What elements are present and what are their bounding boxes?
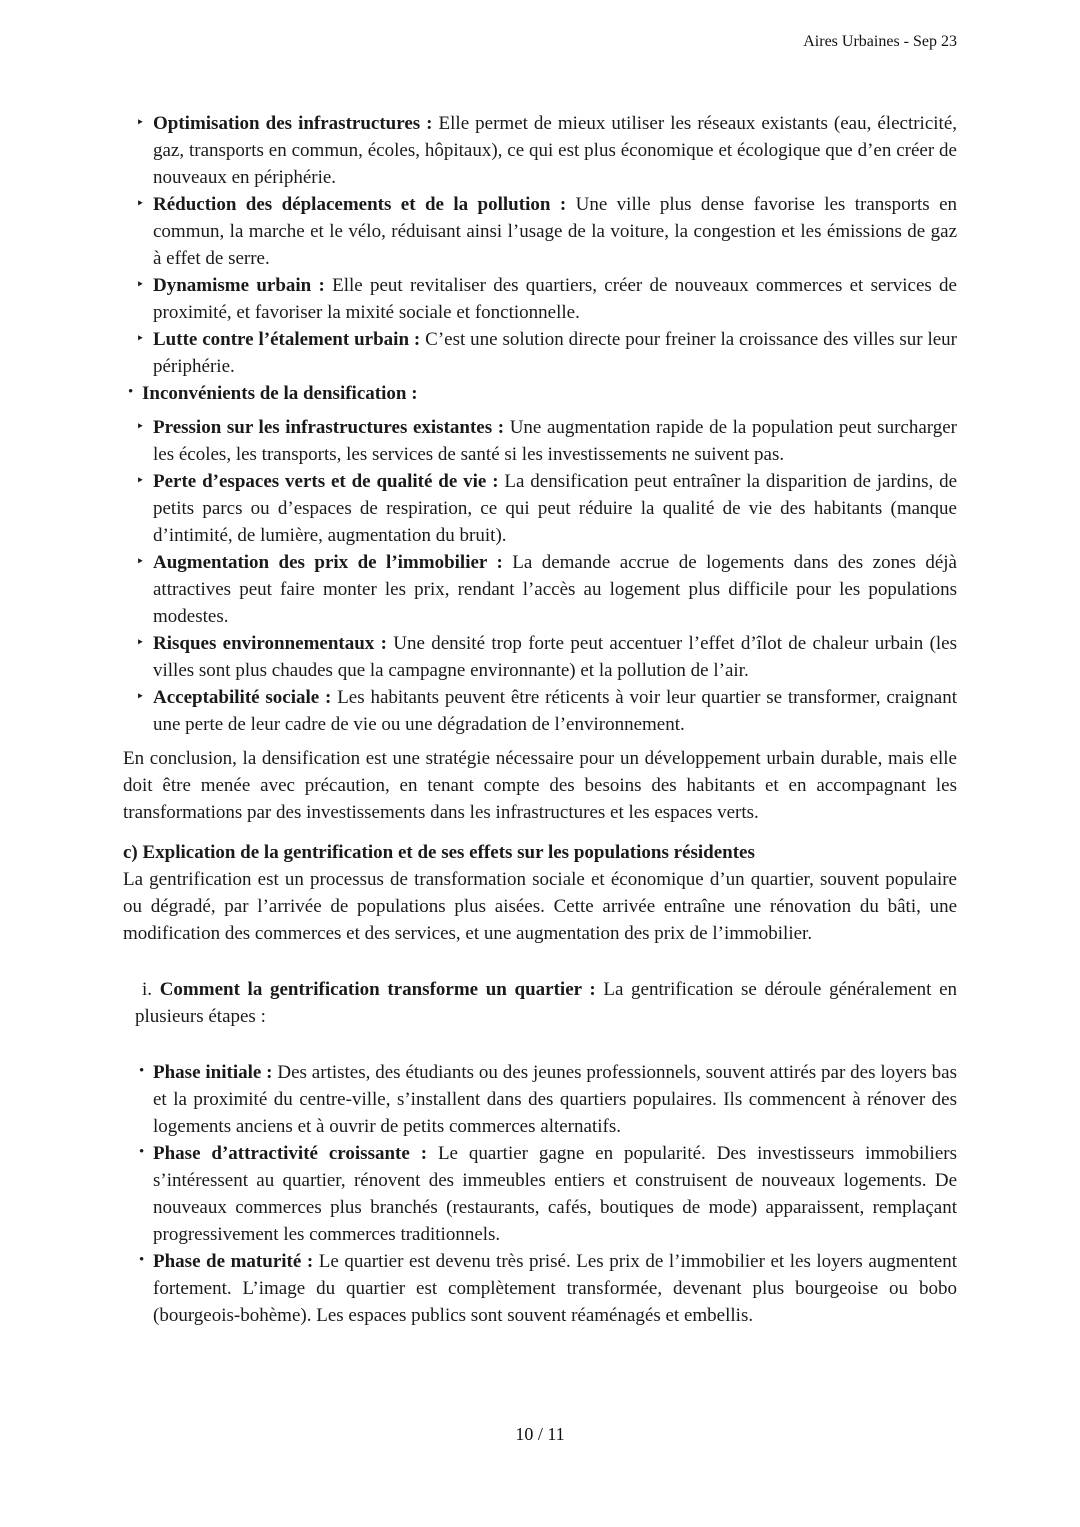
triangle-bullet-icon: ‣ <box>136 116 145 131</box>
bullet-text: Elle permet de mieux utiliser les réseaux existants (eau, électricité, gaz, transports en commun, écoles, hôpitaux), ce qui est plus économique et écologique que d’en créer de nouveaux en périphérie. <box>153 113 957 188</box>
subsection-i-prefix: i. <box>142 979 153 1000</box>
triangle-bullet-icon: ‣ <box>136 197 145 212</box>
triangle-bullet-icon: ‣ <box>136 636 145 651</box>
triangle-bullet-icon: ‣ <box>136 278 145 293</box>
subsection-i <box>135 976 957 1030</box>
bullet-lead: Acceptabilité sociale : <box>153 687 332 708</box>
bullet-lead: Augmentation des prix de l’immobilier : <box>153 552 503 573</box>
section-bullet-heading: Inconvénients de la densification : <box>142 383 418 404</box>
bullet-lead: Lutte contre l’étalement urbain : <box>153 329 421 350</box>
list-item-phase-initiale <box>123 1059 957 1140</box>
bullet-lead: Risques environnementaux : <box>153 633 387 654</box>
bullet-text: Des artistes, des étudiants ou des jeunes professionnels, souvent attirés par des loyers bas et la proximité du centre-ville, s’installent dans des quartiers populaires. Ils commencent à rénover des logements anciens et à ouvrir de petits commerces alternatifs. <box>153 1062 957 1137</box>
bullet-lead: Phase initiale : <box>153 1062 273 1083</box>
bullet-text: Le quartier est devenu très prisé. Les prix de l’immobilier et les loyers augmentent fortement. L’image du quartier est complètement transformée, devenant plus bourgeoise ou bobo (bourgeois-bohème). Les espaces publics sont souvent réaménagés et embellis. <box>153 1251 958 1326</box>
list-item-phase-attractivite <box>123 1140 957 1248</box>
round-bullet-icon: • <box>139 1144 145 1160</box>
list-item-inconvenients-heading <box>123 380 957 407</box>
list-item-augmentation-prix <box>123 549 957 630</box>
page-number: 10 / 11 <box>515 1424 565 1444</box>
bullet-text: Le quartier gagne en popularité. Des investisseurs immobiliers s’intéressent au quartier, rénovent des immeubles entiers et construisent de nouveaux logements. De nouveaux commerces plus branchés (restaurants, cafés, boutiques de mode) apparaissent, remplaçant progressivement les commerces traditionnels. <box>153 1143 957 1245</box>
round-bullet-icon: • <box>139 1252 145 1268</box>
triangle-bullet-icon: ‣ <box>136 690 145 705</box>
list-item-phase-maturite <box>123 1248 957 1329</box>
bullet-lead: Perte d’espaces verts et de qualité de vie : <box>153 471 499 492</box>
bullet-lead: Phase de maturité : <box>153 1251 314 1272</box>
list-item-perte-espaces-verts <box>123 468 957 549</box>
subsection-i-text: La gentrification se déroule généralement en plusieurs étapes : <box>135 979 958 1027</box>
list-item-pression-infrastructures <box>123 414 957 468</box>
gentrification-intro-paragraph: La gentrification est un processus de transformation sociale et économique d’un quartier, souvent populaire ou dégradé, par l’arrivée de populations plus aisées. Cette arrivée entraîne une rénovation du bâti, une modification des commerces et des services, et une augmentation des prix de l’immobilier. <box>123 869 957 944</box>
bullet-text: Une augmentation rapide de la population peut surcharger les écoles, les transports, les services de santé si les investissements ne suivent pas. <box>153 417 958 465</box>
bullet-text: C’est une solution directe pour freiner la croissance des villes sur leur périphérie. <box>153 329 958 377</box>
bullet-lead: Phase d’attractivité croissante : <box>153 1143 428 1164</box>
conclusion-paragraph: En conclusion, la densification est une stratégie nécessaire pour un développement urbain durable, mais elle doit être menée avec précaution, en tenant compte des besoins des habitants et en accompagnant les transformations par des investissements dans les infrastructures et les espaces verts. <box>123 748 957 823</box>
section-c-heading: c) Explication de la gentrification et de ses effets sur les populations résidentes <box>123 842 755 863</box>
header-title: Aires Urbaines - Sep 23 <box>803 33 957 50</box>
triangle-bullet-icon: ‣ <box>136 332 145 347</box>
triangle-bullet-icon: ‣ <box>136 474 145 489</box>
bullet-text: Une ville plus dense favorise les transports en commun, la marche et le vélo, réduisant ainsi l’usage de la voiture, la congestion et les émissions de gaz à effet de serre. <box>153 194 958 269</box>
bullet-lead: Réduction des déplacements et de la pollution : <box>153 194 567 215</box>
bullet-text: Elle peut revitaliser des quartiers, créer de nouveaux commerces et services de proximité, et favoriser la mixité sociale et fonctionnelle. <box>153 275 957 323</box>
list-item-dynamisme-urbain <box>123 272 957 326</box>
list-item-acceptabilite-sociale <box>123 684 957 738</box>
bullet-lead: Optimisation des infrastructures : <box>153 113 433 134</box>
round-bullet-icon: • <box>139 1063 145 1079</box>
triangle-bullet-icon: ‣ <box>136 555 145 570</box>
document-content <box>123 110 957 1329</box>
page-header <box>123 33 957 51</box>
bullet-lead: Pression sur les infrastructures existantes : <box>153 417 505 438</box>
bullet-text: Les habitants peuvent être réticents à voir leur quartier se transformer, craignant une perte de leur cadre de vie ou une dégradation de l’environnement. <box>153 687 958 735</box>
round-bullet-icon: • <box>128 384 134 400</box>
triangle-bullet-icon: ‣ <box>136 420 145 435</box>
list-item-risques-environnementaux <box>123 630 957 684</box>
list-item-optimisation <box>123 110 957 191</box>
page-footer <box>0 1424 1080 1445</box>
list-item-lutte-etalement <box>123 326 957 380</box>
bullet-lead: Dynamisme urbain : <box>153 275 325 296</box>
bullet-text: La demande accrue de logements dans des zones déjà attractives peut faire monter les prix, rendant l’accès au logement plus difficile pour les populations modestes. <box>153 552 957 627</box>
subsection-i-lead: Comment la gentrification transforme un quartier : <box>159 979 596 1000</box>
list-item-reduction-deplacements <box>123 191 957 272</box>
bullet-text: Une densité trop forte peut accentuer l’effet d’îlot de chaleur urbain (les villes sont plus chaudes que la campagne environnante) et la pollution de l’air. <box>153 633 958 681</box>
bullet-text: La densification peut entraîner la disparition de jardins, de petits parcs ou d’espaces de respiration, ce qui peut réduire la qualité de vie des habitants (manque d’intimité, de lumière, augmentation du bruit). <box>153 471 958 546</box>
